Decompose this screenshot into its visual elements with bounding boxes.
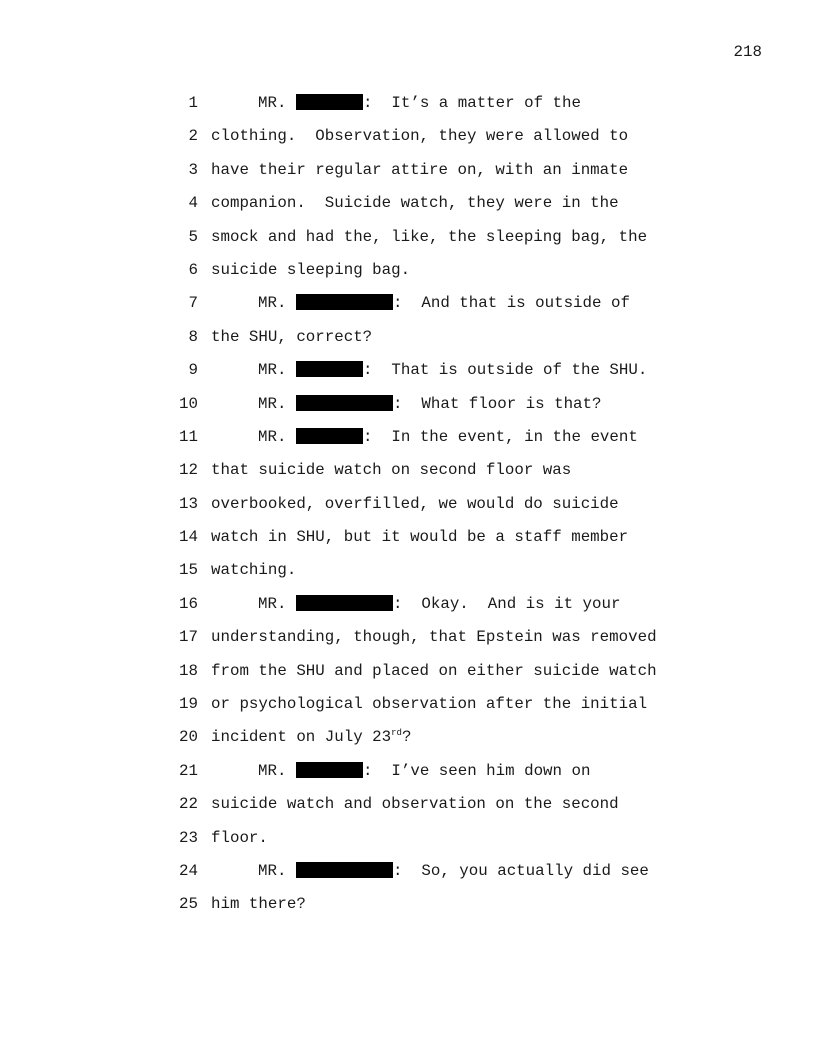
line-number: 12: [179, 461, 198, 480]
line-text: watching.: [211, 561, 297, 580]
line-text: [211, 360, 647, 380]
line-text: [211, 93, 581, 113]
transcript-line: [0, 560, 816, 593]
transcript-line: [0, 293, 816, 326]
line-text: [211, 727, 411, 747]
line-text: [211, 427, 638, 447]
redaction-bar: [296, 294, 393, 310]
line-text: the SHU, correct?: [211, 327, 373, 346]
line-number: 16: [179, 594, 198, 613]
transcript-line: [0, 828, 816, 861]
line-text: clothing. Observation, they were allowed to: [211, 127, 629, 146]
line-text: smock and had the, like, the sleeping bag, the: [211, 227, 648, 246]
transcript-line: [0, 460, 816, 493]
speech-text: incident on July 23: [211, 728, 392, 747]
speaker-prefix: MR.: [258, 761, 287, 780]
speaker-prefix: MR.: [258, 427, 287, 446]
line-number: 19: [179, 695, 198, 714]
transcript-line: [0, 727, 816, 760]
transcript-line: [0, 360, 816, 393]
line-number: 6: [188, 260, 198, 279]
line-text: companion. Suicide watch, they were in the: [211, 194, 619, 213]
speech-text: : So, you actually did see: [392, 861, 649, 880]
speech-text: ?: [401, 728, 412, 747]
speech-text: : What floor is that?: [392, 394, 602, 413]
transcript-line: [0, 160, 816, 193]
transcript-line: [0, 93, 816, 126]
line-text: [211, 293, 630, 313]
transcript-line: [0, 527, 816, 560]
speech-text: : It’s a matter of the: [362, 94, 581, 112]
speech-text: : In the event, in the event: [362, 427, 638, 446]
transcript-line: [0, 126, 816, 159]
speaker-prefix: MR.: [258, 861, 287, 880]
line-text: understanding, though, that Epstein was removed: [211, 628, 657, 647]
speaker-prefix: MR.: [258, 594, 287, 613]
ordinal-suffix: rd: [391, 728, 402, 739]
transcript-line: [0, 761, 816, 794]
page-number: 218: [733, 43, 762, 61]
transcript-body: [0, 93, 816, 928]
line-number: 5: [188, 227, 198, 246]
line-text: [211, 394, 602, 414]
speaker-prefix: MR.: [258, 94, 287, 112]
line-text: him there?: [211, 895, 306, 914]
redaction-bar: [296, 428, 363, 444]
speaker-prefix: MR.: [258, 361, 287, 380]
redaction-bar: [296, 94, 363, 110]
line-text: watch in SHU, but it would be a staff member: [211, 528, 629, 547]
redaction-bar: [296, 862, 393, 878]
line-number: 4: [188, 194, 198, 213]
transcript-line: [0, 227, 816, 260]
transcript-line: [0, 427, 816, 460]
line-number: 9: [188, 361, 198, 380]
line-text: from the SHU and placed on either suicide watch: [211, 661, 657, 680]
line-text: [211, 861, 649, 881]
line-number: 8: [188, 327, 198, 346]
speech-text: : And that is outside of: [392, 294, 630, 313]
transcript-line: [0, 661, 816, 694]
line-text: overbooked, overfilled, we would do suicide: [211, 494, 619, 513]
line-text: suicide watch and observation on the second: [211, 795, 619, 814]
line-number: 14: [179, 528, 198, 547]
transcript-line: [0, 861, 816, 894]
transcript-line: [0, 494, 816, 527]
line-text: [211, 594, 620, 614]
line-text: suicide sleeping bag.: [211, 260, 411, 279]
line-number: 24: [179, 861, 198, 880]
speaker-prefix: MR.: [258, 294, 287, 313]
transcript-line: [0, 394, 816, 427]
line-number: 11: [179, 427, 198, 446]
transcript-line: [0, 260, 816, 293]
line-number: 3: [188, 160, 198, 179]
redaction-bar: [296, 595, 393, 611]
line-number: 2: [188, 127, 198, 146]
transcript-line: [0, 894, 816, 927]
line-number: 13: [179, 494, 198, 513]
line-text: floor.: [211, 828, 268, 847]
transcript-line: [0, 193, 816, 226]
redaction-bar: [296, 762, 363, 778]
line-text: [211, 761, 590, 781]
transcript-line: [0, 627, 816, 660]
line-number: 10: [179, 394, 198, 413]
line-number: 18: [179, 661, 198, 680]
line-number: 25: [179, 895, 198, 914]
line-number: 21: [179, 761, 198, 780]
speaker-prefix: MR.: [258, 394, 287, 413]
line-number: 15: [179, 561, 198, 580]
transcript-line: [0, 794, 816, 827]
transcript-line: [0, 594, 816, 627]
line-text: have their regular attire on, with an inmate: [211, 160, 629, 179]
redaction-bar: [296, 361, 363, 377]
line-number: 20: [179, 728, 198, 747]
redaction-bar: [296, 395, 393, 411]
line-text: that suicide watch on second floor was: [211, 461, 572, 480]
line-number: 1: [188, 94, 198, 112]
speech-text: : That is outside of the SHU.: [362, 361, 648, 380]
line-number: 22: [179, 795, 198, 814]
speech-text: : I’ve seen him down on: [362, 761, 591, 780]
speech-text: : Okay. And is it your: [392, 594, 621, 613]
line-number: 7: [188, 294, 198, 313]
line-text: or psychological observation after the initial: [211, 695, 648, 714]
transcript-line: [0, 694, 816, 727]
line-number: 17: [179, 628, 198, 647]
transcript-line: [0, 327, 816, 360]
line-number: 23: [179, 828, 198, 847]
